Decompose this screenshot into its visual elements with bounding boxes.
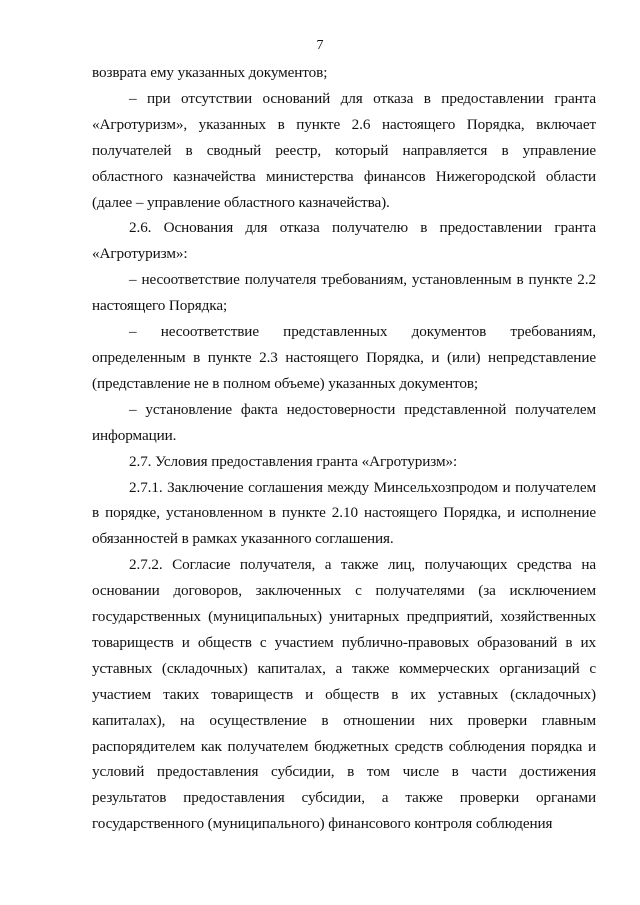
paragraph-continuation: возврата ему указанных документов; <box>92 64 328 81</box>
paragraph-section-2-6: 2.6. Основания для отказа получателю в предоставлении гранта «Агротуризм»: <box>92 219 596 263</box>
paragraph-section-2-7: 2.7. Условия предоставления гранта «Агротуризм»: <box>129 452 458 470</box>
paragraph-section-2-7-1: 2.7.1. Заключение соглашения между Минсельхозпродом и получателем в порядке, установленном в пункте 2.10 настоящего Порядка, и исполнение обязанностей в рамках указанного соглашения. <box>92 478 596 548</box>
paragraph-registry: – при отсутствии оснований для отказа в предоставлении гранта «Агротуризм», указанных в пункте 2.6 настоящего Порядка, включает получателей в сводный реестр, который направляется в управление областного казначейства министерства финансов Нижегородской области (далее – управление областного казначейства). <box>92 89 596 211</box>
paragraph-refusal-reason-3: – установление факта недостоверности представленной получателем информации. <box>92 400 596 444</box>
paragraph-section-2-7-2: 2.7.2. Согласие получателя, а также лиц, получающих средства на основании договоров, заключенных с получателями (за исключением государственных (муниципальных) унитарных предприятий, хозяйственных товариществ и обществ с участием публично-правовых образований в их уставных (складочных) капиталах, а также коммерческих организаций с участием таких товариществ и обществ в их уставных (складочных) капиталах), на осуществление в отношении них проверки главным распорядителем как получателем бюджетных средств соблюдения порядка и условий предоставления субсидии, в том числе в части достижения результатов предоставления субсидии, а также проверки органами государственного (муниципального) финансового контроля соблюдения <box>92 556 596 833</box>
paragraph-refusal-reason-2: – несоответствие представленных документов требованиям, определенным в пункте 2.3 настоящего Порядка, и (или) непредставление (представление не в полном объеме) указанных документов; <box>92 323 596 392</box>
page-number: 7 <box>316 38 324 53</box>
document-body <box>92 60 596 837</box>
paragraph-refusal-reason-1: – несоответствие получателя требованиям, установленным в пункте 2.2 настоящего Порядка; <box>92 271 596 315</box>
